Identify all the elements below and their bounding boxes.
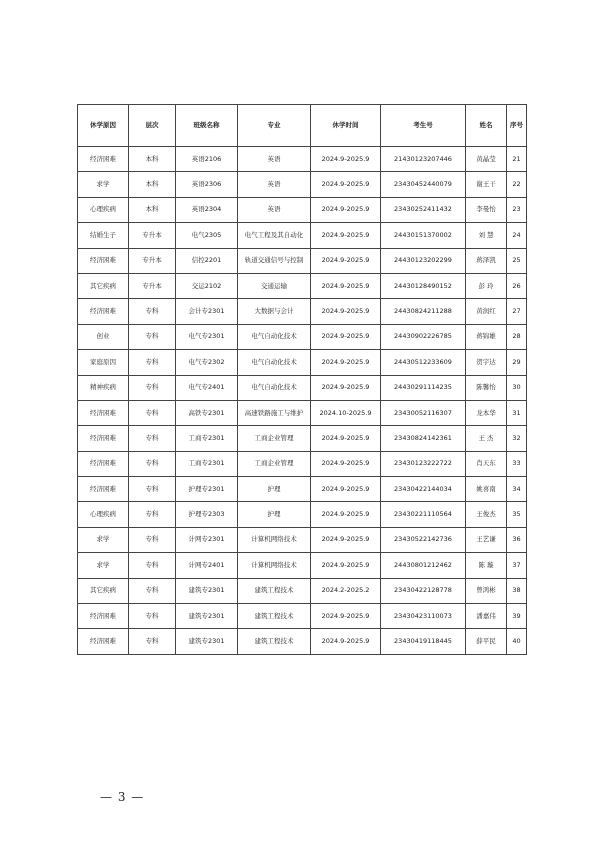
cell-seq: 33: [507, 451, 527, 476]
cell-reason: 创业: [78, 324, 129, 349]
cell-name: 王 杰: [466, 426, 507, 451]
cell-level: 专科: [129, 426, 176, 451]
cell-name: 曾鸿彬: [466, 578, 507, 603]
header-major: 专业: [238, 105, 311, 147]
cell-seq: 36: [507, 527, 527, 552]
cell-level: 本科: [129, 172, 176, 197]
cell-name: 王俊杰: [466, 502, 507, 527]
cell-reason: 经济困难: [78, 147, 129, 172]
table-row: [78, 400, 527, 425]
cell-period: 2024.2-2025.2: [311, 578, 381, 603]
cell-student-id: 24430291114235: [381, 375, 466, 400]
cell-reason: 其它疾病: [78, 273, 129, 298]
cell-level: 专科: [129, 553, 176, 578]
cell-name: 蒋锦雄: [466, 324, 507, 349]
cell-class: 建筑专2301: [176, 629, 238, 654]
table-row: [78, 375, 527, 400]
cell-seq: 30: [507, 375, 527, 400]
cell-major: 交通运输: [238, 273, 311, 298]
cell-level: 专科: [129, 350, 176, 375]
cell-level: 专科: [129, 502, 176, 527]
cell-level: 专科: [129, 375, 176, 400]
table-row: [78, 426, 527, 451]
suspension-table-wrapper: [77, 104, 527, 655]
cell-class: 电气专2401: [176, 375, 238, 400]
cell-level: 专科: [129, 400, 176, 425]
cell-reason: 其它疾病: [78, 578, 129, 603]
cell-major: 建筑工程技术: [238, 604, 311, 629]
cell-class: 信控2201: [176, 248, 238, 273]
table-row: [78, 578, 527, 603]
cell-student-id: 23430422128778: [381, 578, 466, 603]
table-row: [78, 477, 527, 502]
cell-period: 2024.9-2025.9: [311, 197, 381, 222]
cell-class: 建筑专2301: [176, 604, 238, 629]
cell-name: 黄晶莹: [466, 147, 507, 172]
table-row: [78, 147, 527, 172]
header-student-id: 考生号: [381, 105, 466, 147]
cell-student-id: 23430422144034: [381, 477, 466, 502]
cell-seq: 28: [507, 324, 527, 349]
cell-name: 彭 玲: [466, 273, 507, 298]
cell-level: 专科: [129, 578, 176, 603]
cell-major: 计算机网络技术: [238, 527, 311, 552]
cell-student-id: 23430452440079: [381, 172, 466, 197]
cell-seq: 29: [507, 350, 527, 375]
cell-seq: 24: [507, 223, 527, 248]
cell-major: 英语: [238, 172, 311, 197]
cell-class: 英语2106: [176, 147, 238, 172]
header-reason: 休学原因: [78, 105, 129, 147]
cell-seq: 23: [507, 197, 527, 222]
cell-seq: 22: [507, 172, 527, 197]
cell-class: 工商专2301: [176, 426, 238, 451]
table-row: [78, 629, 527, 654]
cell-class: 电气2305: [176, 223, 238, 248]
cell-period: 2024.9-2025.9: [311, 273, 381, 298]
table-row: [78, 223, 527, 248]
table-row: [78, 248, 527, 273]
table-row: [78, 324, 527, 349]
cell-major: 建筑工程技术: [238, 629, 311, 654]
cell-major: 护理: [238, 502, 311, 527]
cell-major: 大数据与会计: [238, 299, 311, 324]
table-row: [78, 299, 527, 324]
cell-reason: 经济困难: [78, 426, 129, 451]
cell-student-id: 23430423110073: [381, 604, 466, 629]
cell-student-id: 24430824211288: [381, 299, 466, 324]
cell-period: 2024.9-2025.9: [311, 375, 381, 400]
cell-major: 高速铁路施工与维护: [238, 400, 311, 425]
cell-student-id: 23430052116307: [381, 400, 466, 425]
cell-name: 薛平民: [466, 629, 507, 654]
cell-student-id: 23430123222722: [381, 451, 466, 476]
cell-seq: 21: [507, 147, 527, 172]
cell-major: 电气自动化技术: [238, 375, 311, 400]
cell-level: 专升本: [129, 248, 176, 273]
cell-name: 陈馨怡: [466, 375, 507, 400]
cell-class: 建筑专2301: [176, 578, 238, 603]
table-row: [78, 273, 527, 298]
cell-student-id: 23430221110564: [381, 502, 466, 527]
cell-major: 电气工程及其自动化: [238, 223, 311, 248]
cell-period: 2024.9-2025.9: [311, 324, 381, 349]
cell-class: 工商专2301: [176, 451, 238, 476]
table-row: [78, 197, 527, 222]
cell-period: 2024.9-2025.9: [311, 451, 381, 476]
cell-period: 2024.9-2025.9: [311, 248, 381, 273]
cell-name: 龙本华: [466, 400, 507, 425]
cell-period: 2024.9-2025.9: [311, 350, 381, 375]
cell-seq: 37: [507, 553, 527, 578]
table-row: [78, 350, 527, 375]
table-row: [78, 451, 527, 476]
cell-class: 计网专2301: [176, 527, 238, 552]
cell-period: 2024.9-2025.9: [311, 223, 381, 248]
cell-level: 专科: [129, 477, 176, 502]
cell-student-id: 24430128490152: [381, 273, 466, 298]
cell-class: 电气专2302: [176, 350, 238, 375]
table-body: [78, 147, 527, 655]
cell-reason: 经济困难: [78, 400, 129, 425]
cell-period: 2024.10-2025.9: [311, 400, 381, 425]
cell-student-id: 23430522142736: [381, 527, 466, 552]
cell-reason: 家庭原因: [78, 350, 129, 375]
cell-period: 2024.9-2025.9: [311, 604, 381, 629]
cell-name: 刘 慧: [466, 223, 507, 248]
cell-class: 英语2306: [176, 172, 238, 197]
cell-class: 护理专2301: [176, 477, 238, 502]
cell-student-id: 24430123202299: [381, 248, 466, 273]
cell-name: 黄润红: [466, 299, 507, 324]
cell-major: 电气自动化技术: [238, 324, 311, 349]
cell-name: 肖天东: [466, 451, 507, 476]
cell-name: 蒋泽凯: [466, 248, 507, 273]
cell-class: 交运2102: [176, 273, 238, 298]
cell-major: 护理: [238, 477, 311, 502]
cell-seq: 39: [507, 604, 527, 629]
cell-seq: 38: [507, 578, 527, 603]
header-seq: 序号: [507, 105, 527, 147]
cell-student-id: 24430801212462: [381, 553, 466, 578]
cell-level: 本科: [129, 147, 176, 172]
suspension-table: [77, 104, 527, 655]
cell-period: 2024.9-2025.9: [311, 629, 381, 654]
cell-name: 贺宇达: [466, 350, 507, 375]
cell-name: 陈 璇: [466, 553, 507, 578]
header-period: 休学时间: [311, 105, 381, 147]
table-row: [78, 172, 527, 197]
cell-level: 专科: [129, 451, 176, 476]
cell-period: 2024.9-2025.9: [311, 477, 381, 502]
cell-seq: 27: [507, 299, 527, 324]
cell-student-id: 24430512233609: [381, 350, 466, 375]
cell-major: 计算机网络技术: [238, 553, 311, 578]
cell-seq: 35: [507, 502, 527, 527]
cell-reason: 经济困难: [78, 604, 129, 629]
cell-reason: 经济困难: [78, 248, 129, 273]
cell-class: 会计专2301: [176, 299, 238, 324]
cell-major: 英语: [238, 197, 311, 222]
cell-period: 2024.9-2025.9: [311, 527, 381, 552]
cell-reason: 经济困难: [78, 451, 129, 476]
cell-student-id: 23430252411432: [381, 197, 466, 222]
cell-period: 2024.9-2025.9: [311, 553, 381, 578]
cell-student-id: 24430151370002: [381, 223, 466, 248]
cell-reason: 结婚生子: [78, 223, 129, 248]
cell-student-id: 24430902226785: [381, 324, 466, 349]
cell-seq: 31: [507, 400, 527, 425]
cell-student-id: 23430824142361: [381, 426, 466, 451]
cell-seq: 25: [507, 248, 527, 273]
cell-major: 英语: [238, 147, 311, 172]
table-header-row: [78, 105, 527, 147]
header-name: 姓名: [466, 105, 507, 147]
cell-name: 谢王干: [466, 172, 507, 197]
cell-reason: 精神疾病: [78, 375, 129, 400]
table-row: [78, 527, 527, 552]
cell-major: 建筑工程技术: [238, 578, 311, 603]
cell-major: 工商企业管理: [238, 426, 311, 451]
cell-period: 2024.9-2025.9: [311, 147, 381, 172]
page-number: — 3 —: [100, 790, 145, 804]
cell-level: 专科: [129, 527, 176, 552]
cell-period: 2024.9-2025.9: [311, 426, 381, 451]
cell-period: 2024.9-2025.9: [311, 299, 381, 324]
cell-class: 计网专2401: [176, 553, 238, 578]
cell-major: 工商企业管理: [238, 451, 311, 476]
cell-name: 李曼怡: [466, 197, 507, 222]
cell-seq: 26: [507, 273, 527, 298]
cell-seq: 34: [507, 477, 527, 502]
cell-class: 护理专2303: [176, 502, 238, 527]
cell-student-id: 23430419118445: [381, 629, 466, 654]
table-row: [78, 502, 527, 527]
cell-level: 本科: [129, 197, 176, 222]
cell-reason: 心理疾病: [78, 197, 129, 222]
cell-reason: 求学: [78, 553, 129, 578]
cell-period: 2024.9-2025.9: [311, 172, 381, 197]
cell-seq: 40: [507, 629, 527, 654]
cell-reason: 求学: [78, 172, 129, 197]
cell-class: 英语2304: [176, 197, 238, 222]
cell-reason: 经济困难: [78, 299, 129, 324]
cell-reason: 经济困难: [78, 629, 129, 654]
cell-reason: 求学: [78, 527, 129, 552]
cell-level: 专科: [129, 604, 176, 629]
cell-class: 高铁专2301: [176, 400, 238, 425]
cell-level: 专升本: [129, 223, 176, 248]
cell-name: 王艺谦: [466, 527, 507, 552]
cell-name: 姚喜南: [466, 477, 507, 502]
cell-level: 专升本: [129, 273, 176, 298]
cell-level: 专科: [129, 324, 176, 349]
cell-period: 2024.9-2025.9: [311, 502, 381, 527]
cell-major: 轨道交通信号与控制: [238, 248, 311, 273]
cell-level: 专科: [129, 299, 176, 324]
cell-name: 潘嘉伟: [466, 604, 507, 629]
cell-seq: 32: [507, 426, 527, 451]
cell-reason: 经济困难: [78, 477, 129, 502]
cell-student-id: 21430123207446: [381, 147, 466, 172]
cell-level: 专科: [129, 629, 176, 654]
cell-major: 电气自动化技术: [238, 350, 311, 375]
table-row: [78, 604, 527, 629]
header-class: 班级名称: [176, 105, 238, 147]
header-level: 层次: [129, 105, 176, 147]
cell-reason: 心理疾病: [78, 502, 129, 527]
table-row: [78, 553, 527, 578]
cell-class: 电气专2301: [176, 324, 238, 349]
